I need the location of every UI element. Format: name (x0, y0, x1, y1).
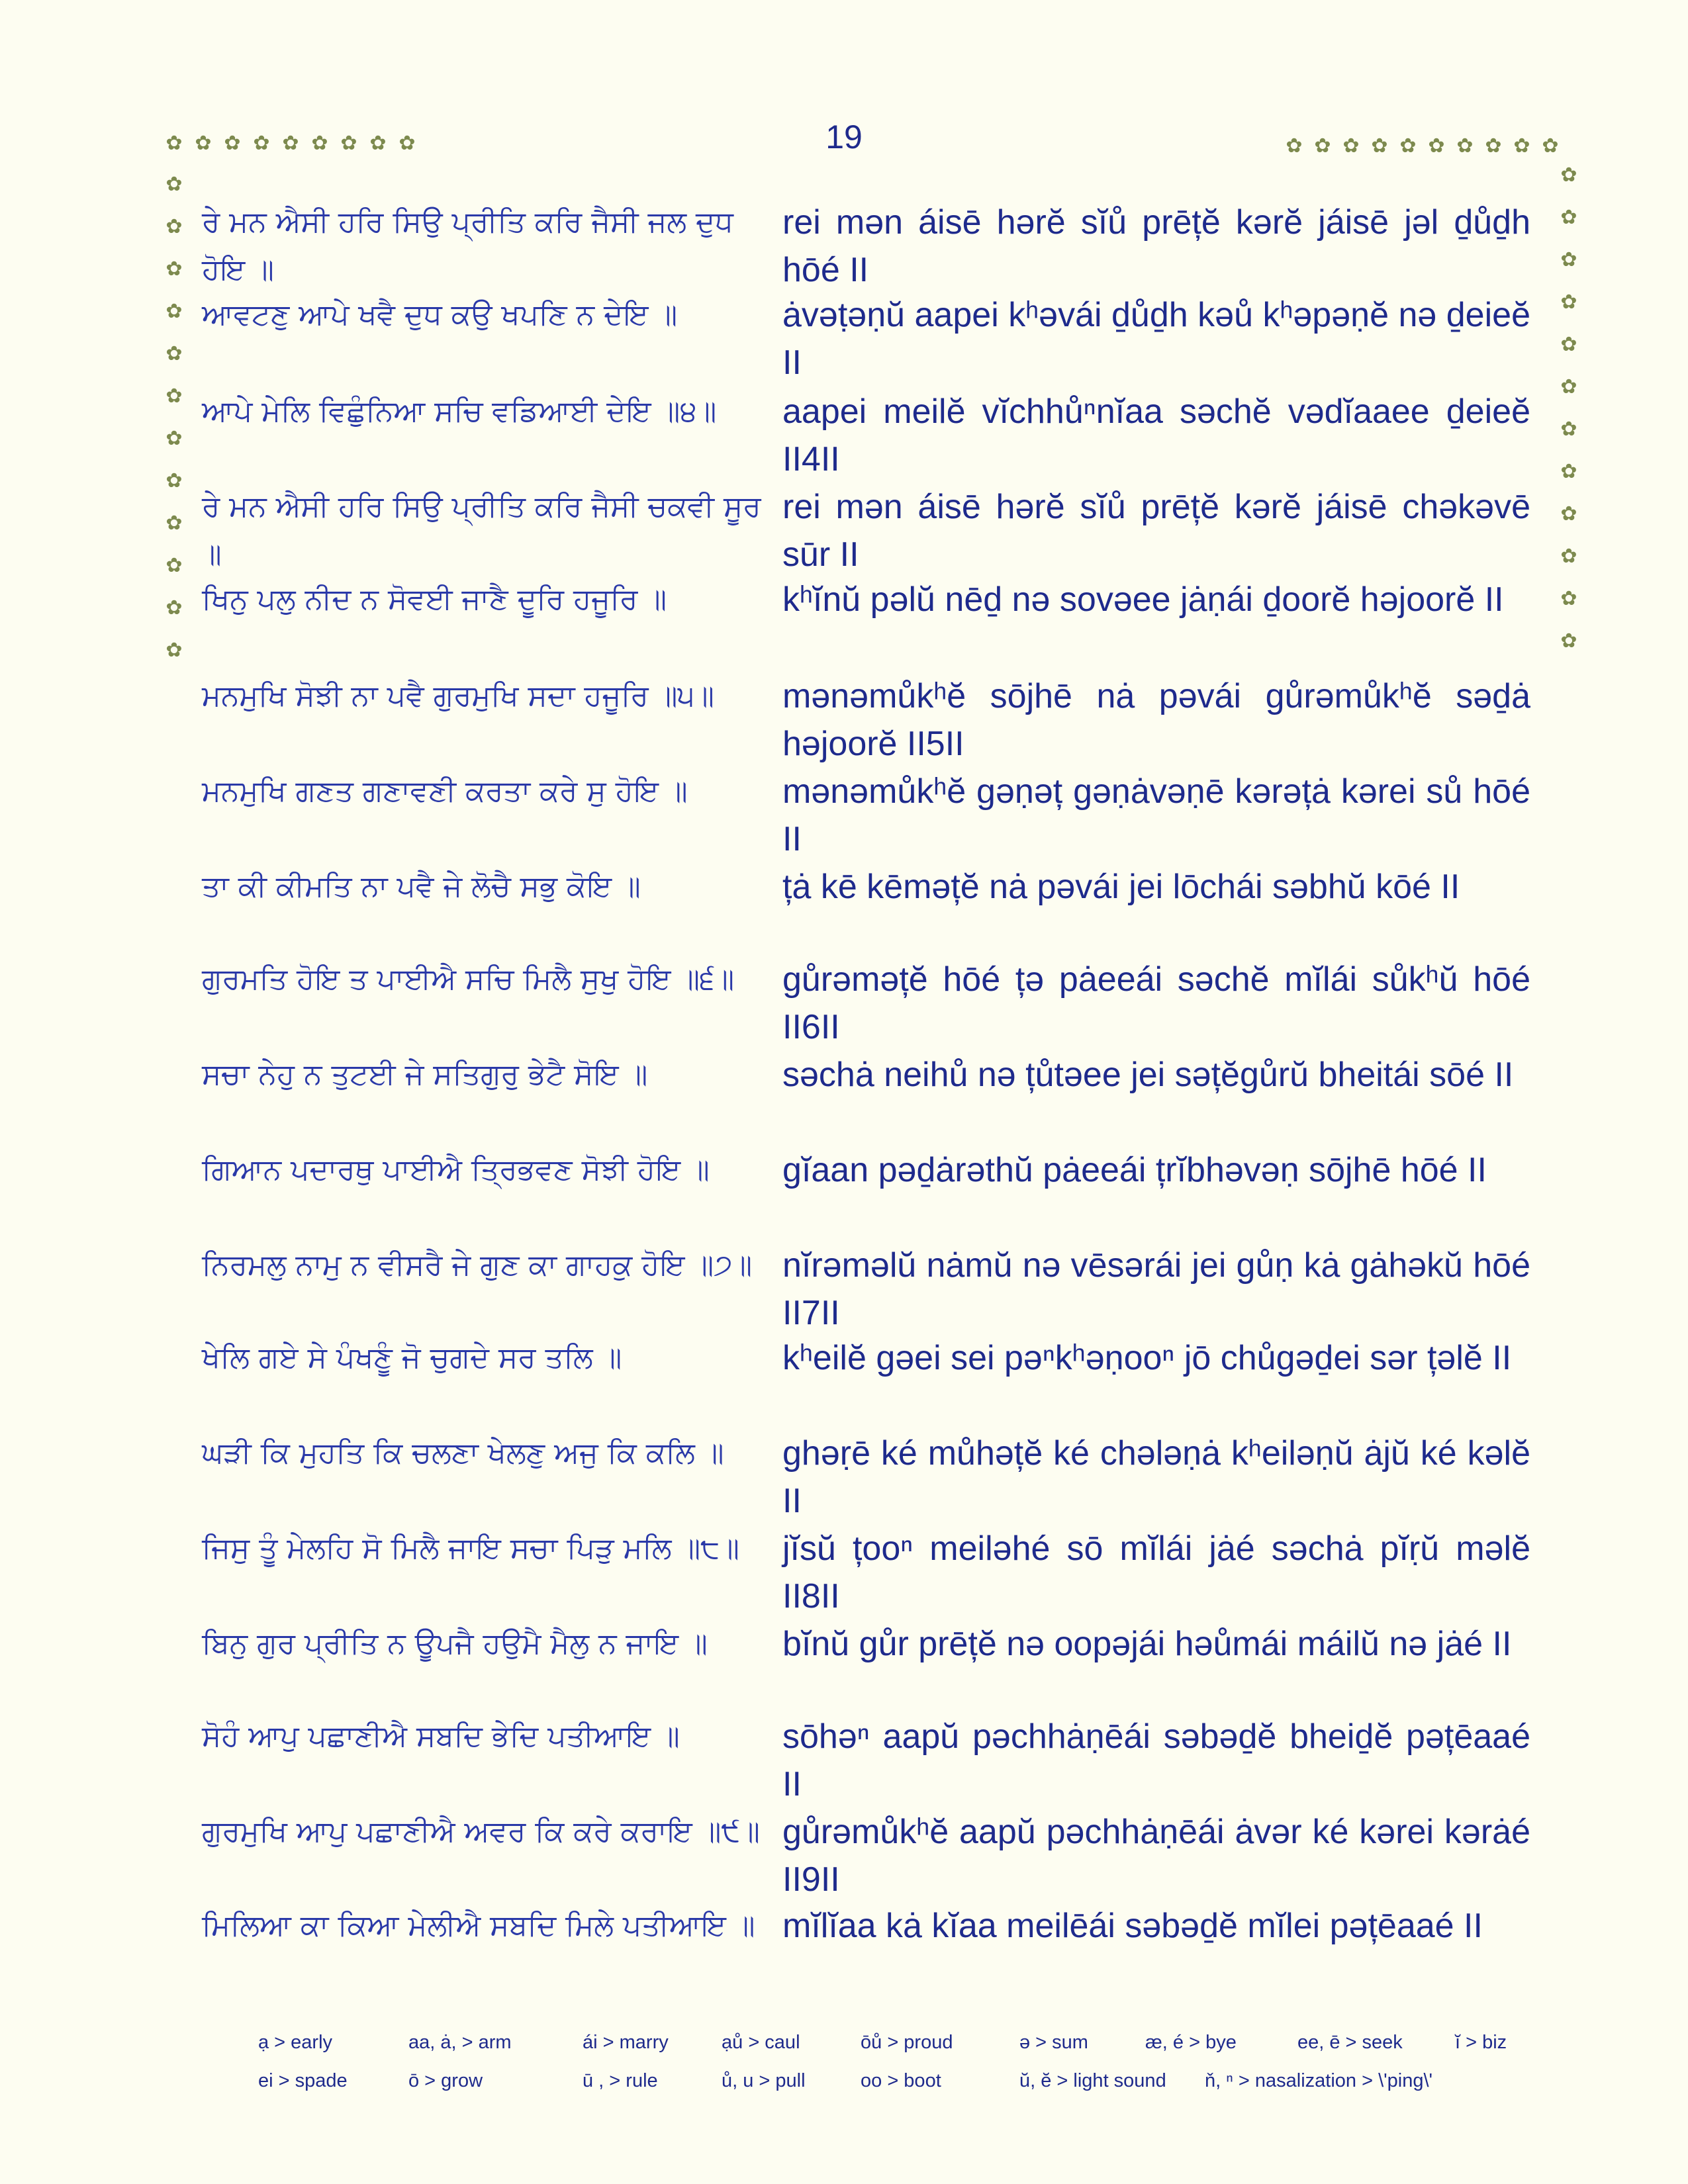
flower-ornament-icon: ✿ (1560, 375, 1577, 398)
gurmukhi-line: ਸਚਾ ਨੇਹੁ ਨ ਤੁਟਈ ਜੇ ਸਤਿਗੁਰੁ ਭੇਟੈ ਸੋਇ ॥ (202, 1058, 648, 1091)
gurmukhi-line: ਮਨਮੁਖਿ ਗਣਤ ਗਣਾਵਣੀ ਕਰਤਾ ਕਰੇ ਸੁ ਹੋਇ ॥ (202, 774, 688, 808)
legend-item: ei > spade (258, 2070, 348, 2091)
flower-ornament-icon: ✿ (224, 132, 241, 155)
transliteration-line: rei mən áisē hərĕ sĭů prēțĕ kərĕ jáisē chəkəvē sūr II (782, 488, 1530, 574)
flower-ornament-icon: ✿ (340, 132, 357, 155)
transliteration-line: gůrəməțĕ hōé țə pȧeeái səchĕ mĭlái sůkʰŭ hōé II6II (782, 960, 1530, 1046)
gurmukhi-line: ਗੁਰਮਤਿ ਹੋਇ ਤ ਪਾਈਐ ਸਚਿ ਮਿਲੈ ਸੁਖੁ ਹੋਇ ॥੬॥ (202, 962, 735, 996)
legend-item: ə > sum (1019, 2032, 1088, 2053)
flower-ornament-icon: ✿ (1560, 460, 1577, 483)
legend-item: ōů > proud (861, 2032, 953, 2053)
legend-item: aa, ȧ, > arm (408, 2032, 512, 2053)
flower-ornament-icon: ✿ (1485, 134, 1502, 158)
gurmukhi-line: ਜਿਸੁ ਤੂੰ ਮੇਲਹਿ ਸੋ ਮਿਲੈ ਜਾਇ ਸਚਾ ਪਿੜੁ ਮਲਿ ॥੮॥ (202, 1531, 739, 1565)
legend-row (258, 2032, 1516, 2070)
flower-ornament-icon: ✿ (253, 132, 270, 155)
flower-ornament-icon: ✿ (1560, 502, 1577, 525)
flower-ornament-icon: ✿ (165, 173, 183, 196)
flower-ornament-icon: ✿ (369, 132, 387, 155)
flower-ornament-icon: ✿ (1399, 134, 1417, 158)
flower-ornament-icon: ✿ (1560, 291, 1577, 314)
flower-ornament-icon: ✿ (1560, 545, 1577, 568)
transliteration-line: mĭlĭaa kȧ kĭaa meilēái səbəḏĕ mĭlei pəțēaaé II (782, 1907, 1483, 1945)
flower-ornament-icon: ✿ (165, 132, 183, 155)
flower-ornament-icon: ✿ (1286, 134, 1303, 158)
transliteration-line: kʰeilĕ gəei sei pəⁿkʰəṇooⁿ jō chůgəḏei sər țəlĕ II (782, 1339, 1512, 1377)
flower-ornament-icon: ✿ (1560, 629, 1577, 653)
flower-ornament-icon: ✿ (165, 215, 183, 238)
flower-ornament-icon: ✿ (1560, 248, 1577, 271)
flower-ornament-icon: ✿ (165, 469, 183, 492)
flower-ornament-icon: ✿ (311, 132, 328, 155)
flower-ornament-icon: ✿ (165, 554, 183, 577)
page-number: 19 (825, 118, 863, 156)
legend-item: ů, u > pull (722, 2070, 806, 2091)
transliteration-line: ȧvəṭəṇŭ aapei kʰəvái ḏůḏh kəů kʰəpəṇĕ nə ḏeieĕ II (782, 296, 1530, 382)
gurmukhi-line: ਖਿਨੁ ਪਲੁ ਨੀਦ ਨ ਸੋਵਈ ਜਾਣੈ ਦੂਰਿ ਹਜੂਰਿ ॥ (202, 582, 667, 616)
flower-ornament-icon: ✿ (1513, 134, 1530, 158)
legend-item: ạ > early (258, 2032, 333, 2053)
transliteration-line: kʰĭnŭ pəlŭ nēḏ nə sovəee jȧṇái ḏoorĕ həjoorĕ II (782, 580, 1504, 619)
flower-ornament-icon: ✿ (1542, 134, 1559, 158)
flower-ornament-icon: ✿ (165, 427, 183, 450)
transliteration-line: mənəmůkʰĕ gəṇəț gəṇȧvəṇē kərəțȧ kərei sů hōé II (782, 772, 1530, 858)
flower-ornament-icon: ✿ (1560, 333, 1577, 356)
legend-item: æ, é > bye (1145, 2032, 1237, 2053)
gurmukhi-line: ਖੇਲਿ ਗਏ ਸੇ ਪੰਖਣੂੰ ਜੋ ਚੁਗਦੇ ਸਰ ਤਲਿ ॥ (202, 1341, 622, 1375)
legend-item: ĭ > biz (1455, 2032, 1507, 2053)
gurmukhi-line: ਆਪੇ ਮੇਲਿ ਵਿਛੁੰਨਿਆ ਸਚਿ ਵਡਿਆਈ ਦੇਇ ॥੪॥ (202, 394, 717, 428)
legend-item: ň, ⁿ > nasalization > \'ping\' (1205, 2070, 1433, 2091)
flower-ornament-icon: ✿ (399, 132, 416, 155)
gurmukhi-line: ਆਵਟਣੁ ਆਪੇ ਖਵੈ ਦੁਧ ਕਉ ਖਪਣਿ ਨ ਦੇਇ ॥ (202, 298, 678, 332)
legend-item: oo > boot (861, 2070, 941, 2091)
flower-ornament-icon: ✿ (165, 257, 183, 281)
transliteration-line: gĭaan pəḏȧrəthŭ pȧeeái țrĭbhəvəṇ sōjhē hōé II (782, 1151, 1487, 1189)
gurmukhi-line: ਰੇ ਮਨ ਐਸੀ ਹਰਿ ਸਿਉ ਪ੍ਰੀਤਿ ਕਰਿ ਜੈਸੀ ਜਲ ਦੁਧ ਹੋਇ ॥ (202, 205, 733, 287)
legend-item: ái > marry (583, 2032, 669, 2053)
flower-ornament-icon: ✿ (1371, 134, 1388, 158)
flower-ornament-icon: ✿ (1560, 587, 1577, 610)
flower-ornament-icon: ✿ (165, 512, 183, 535)
gurmukhi-line: ਘੜੀ ਕਿ ਮੁਹਤਿ ਕਿ ਚਲਣਾ ਖੇਲਣੁ ਅਜੁ ਕਿ ਕਲਿ ॥ (202, 1436, 724, 1470)
transliteration-line: bĭnŭ gůr prēțĕ nə oopəjái həůmái máilŭ nə jȧé II (782, 1625, 1512, 1663)
flower-ornament-icon: ✿ (165, 342, 183, 365)
flower-ornament-icon: ✿ (1560, 206, 1577, 229)
transliteration-line: aapei meilĕ vĭchhůⁿnĭaa səchĕ vədĭaaee ḏeieĕ II4II (782, 392, 1530, 478)
legend-row (258, 2070, 1516, 2109)
transliteration-line: jĭsŭ țooⁿ meiləhé sō mĭlái jȧé səchȧ pĭṛŭ məlĕ II8II (782, 1529, 1530, 1615)
gurmukhi-line: ਨਿਰਮਲੁ ਨਾਮੁ ਨ ਵੀਸਰੈ ਜੇ ਗੁਣ ਕਾ ਗਾਹਕੁ ਹੋਇ ॥੭॥ (202, 1248, 753, 1282)
flower-ornament-icon: ✿ (1456, 134, 1474, 158)
gurmukhi-line: ਮਨਮੁਖਿ ਸੋਝੀ ਨਾ ਪਵੈ ਗੁਰਮੁਖਿ ਸਦਾ ਹਜੂਰਿ ॥੫॥ (202, 679, 714, 713)
legend-item: ee, ē > seek (1297, 2032, 1403, 2053)
flower-ornament-icon: ✿ (165, 596, 183, 619)
gurmukhi-line: ਤਾ ਕੀ ਕੀਮਤਿ ਨਾ ਪਵੈ ਜੇ ਲੋਚੈ ਸਭੁ ਕੋਇ ॥ (202, 870, 641, 903)
gurmukhi-line: ਸੋਹੰ ਆਪੁ ਪਛਾਣੀਐ ਸਬਦਿ ਭੇਦਿ ਪਤੀਆਇ ॥ (202, 1719, 680, 1753)
transliteration-line: səchȧ neihů nə țůtəee jei səțĕgůrŭ bheitái sōé II (782, 1056, 1514, 1094)
pronunciation-legend (258, 2032, 1516, 2109)
gurmukhi-line: ਗੁਰਮੁਖਿ ਆਪੁ ਪਛਾਣੀਐ ਅਵਰ ਕਿ ਕਰੇ ਕਰਾਇ ॥੯॥ (202, 1815, 760, 1848)
flower-ornament-icon: ✿ (1560, 418, 1577, 441)
transliteration-line: nĭrəməlŭ nȧmŭ nə vēsərái jei gůṇ kȧ gȧhəkŭ hōé II7II (782, 1246, 1530, 1332)
gurmukhi-line: ਬਿਨੁ ਗੁਰ ਪ੍ਰੀਤਿ ਨ ਊਪਜੈ ਹਉਮੈ ਮੈਲੁ ਨ ਜਾਇ ॥ (202, 1627, 708, 1661)
gurmukhi-line: ਗਿਆਨ ਪਦਾਰਥੁ ਪਾਈਐ ਤ੍ਰਿਭਵਣ ਸੋਝੀ ਹੋਇ ॥ (202, 1153, 710, 1187)
flower-ornament-icon: ✿ (1342, 134, 1360, 158)
gurmukhi-line: ਮਿਲਿਆ ਕਾ ਕਿਆ ਮੇਲੀਐ ਸਬਦਿ ਮਿਲੇ ਪਤੀਆਇ ॥ (202, 1909, 755, 1942)
gurmukhi-line: ਰੇ ਮਨ ਐਸੀ ਹਰਿ ਸਿਉ ਪ੍ਰੀਤਿ ਕਰਿ ਜੈਸੀ ਚਕਵੀ ਸੂਰ ॥ (202, 490, 761, 571)
flower-ornament-icon: ✿ (1560, 163, 1577, 187)
flower-ornament-icon: ✿ (282, 132, 299, 155)
legend-item: ŭ, ĕ > light sound (1019, 2070, 1166, 2091)
flower-ornament-icon: ✿ (165, 385, 183, 408)
flower-ornament-icon: ✿ (165, 300, 183, 323)
transliteration-line: țȧ kē kēməțĕ nȧ pəvái jei lōchái səbhŭ kōé II (782, 868, 1460, 906)
flower-ornament-icon: ✿ (1314, 134, 1331, 158)
transliteration-line: rei mən áisē hərĕ sĭů prēțĕ kərĕ jáisē jəl ḏůḏh hōé II (782, 203, 1530, 289)
legend-item: ū , > rule (583, 2070, 658, 2091)
flower-ornament-icon: ✿ (195, 132, 212, 155)
transliteration-line: mənəmůkʰĕ sōjhē nȧ pəvái gůrəmůkʰĕ səḏȧ həjoorĕ II5II (782, 677, 1530, 763)
transliteration-line: ghəṛē ké můhəțĕ ké chələṇȧ kʰeiləṇŭ ȧjŭ ké kəlĕ II (782, 1434, 1530, 1520)
flower-ornament-icon: ✿ (1428, 134, 1445, 158)
transliteration-line: sōhəⁿ aapŭ pəchhȧṇēái səbəḏĕ bheiḏĕ pəțēaaé II (782, 1717, 1530, 1803)
legend-item: ō > grow (408, 2070, 483, 2091)
flower-ornament-icon: ✿ (165, 639, 183, 662)
legend-item: ạů > caul (722, 2032, 800, 2053)
transliteration-line: gůrəmůkʰĕ aapŭ pəchhȧṇēái ȧvər ké kərei kərȧé II9II (782, 1813, 1530, 1899)
